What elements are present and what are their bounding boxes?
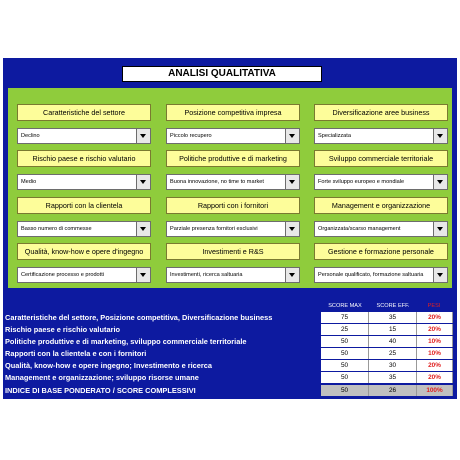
politiche-select[interactable] [166,174,300,190]
chevron-down-icon[interactable] [433,175,447,189]
card-clientela [17,197,151,237]
card-label: Management e organizzazione [314,197,448,214]
weight-cell: 20% [417,372,453,383]
weight-cell: 20% [417,312,453,323]
row-label: Qualità, know-how e opere ingegno; Investimento e ricerca [5,361,212,370]
card-label: Rapporti con la clientela [17,197,151,214]
select-value: Buona innovazione, no time to market [170,179,264,185]
gestione-select[interactable] [314,267,448,283]
chevron-down-icon[interactable] [136,222,150,236]
header-score-eff: SCORE EFF. [376,303,410,309]
select-value: Piccolo recupero [170,133,212,139]
summary-row [5,324,455,335]
card-label: Qualità, know-how e opere d'ingegno [17,243,151,260]
card-gestione [314,243,448,283]
select-value: Basso numero di commesse [21,226,92,232]
select-value: Forte sviluppo europeo e mondiale [318,179,405,185]
posizione-select[interactable] [166,128,300,144]
score-max-cell: 50 [321,336,369,347]
chevron-down-icon[interactable] [285,129,299,143]
card-label: Sviluppo commerciale territoriale [314,150,448,167]
score-max-cell: 25 [321,324,369,335]
row-label: Rapporti con la clientela e con i fornitori [5,349,147,358]
chevron-down-icon[interactable] [136,175,150,189]
row-label: INDICE DI BASE PONDERATO / SCORE COMPLESSIVI [5,386,196,395]
summary-total-row [5,385,455,396]
clientela-select[interactable] [17,221,151,237]
settore-select[interactable] [17,128,151,144]
summary-row [5,336,455,347]
summary-row [5,360,455,371]
chevron-down-icon[interactable] [285,175,299,189]
select-value: Certificazione processo e prodotti [21,272,105,278]
card-label: Rischio paese e rischio valutario [17,150,151,167]
card-politiche [166,150,300,190]
header-score-max: SCORE MAX [328,303,362,309]
score-eff-cell: 25 [369,348,417,359]
select-value: Investimenti, ricerca saltuaria [170,272,243,278]
card-qualita [17,243,151,283]
score-eff-cell: 35 [369,372,417,383]
weight-cell: 20% [417,324,453,335]
chevron-down-icon[interactable] [285,222,299,236]
row-label: Politiche produttive e di marketing, sviluppo commerciale territoriale [5,337,247,346]
select-value: Parziale presenza fornitori esclusivi [170,226,258,232]
diversificazione-select[interactable] [314,128,448,144]
qualita-select[interactable] [17,267,151,283]
chevron-down-icon[interactable] [433,268,447,282]
weight-cell: 100% [417,385,453,396]
chevron-down-icon[interactable] [285,268,299,282]
sviluppo-select[interactable] [314,174,448,190]
summary-row [5,372,455,383]
select-value: Specializzata [318,133,351,139]
row-label: Rischio paese e rischio valutario [5,325,121,334]
card-management [314,197,448,237]
card-sviluppo [314,150,448,190]
card-label: Diversificazione aree business [314,104,448,121]
card-fornitori [166,197,300,237]
header-pesi: PESI [427,303,441,309]
summary-row [5,348,455,359]
card-diversificazione [314,104,448,144]
score-eff-cell: 40 [369,336,417,347]
select-value: Organizzata/scarso management [318,226,401,232]
card-label: Rapporti con i fornitori [166,197,300,214]
score-eff-cell: 35 [369,312,417,323]
card-rischio [17,150,151,190]
select-value: Declino [21,133,40,139]
weight-cell: 20% [417,360,453,371]
card-investimenti [166,243,300,283]
card-label: Politiche produttive e di marketing [166,150,300,167]
card-settore [17,104,151,144]
score-max-cell: 50 [321,372,369,383]
weight-cell: 10% [417,348,453,359]
select-value: Medio [21,179,37,185]
investimenti-select[interactable] [166,267,300,283]
card-label: Gestione e formazione personale [314,243,448,260]
score-eff-cell: 15 [369,324,417,335]
row-label: Caratteristiche del settore, Posizione competitiva, Diversificazione business [5,313,273,322]
score-max-cell: 75 [321,312,369,323]
row-label: Management e organizzazione; sviluppo risorse umane [5,373,199,382]
score-max-cell: 50 [321,360,369,371]
chevron-down-icon[interactable] [433,222,447,236]
weight-cell: 10% [417,336,453,347]
summary-row [5,312,455,323]
rischio-select[interactable] [17,174,151,190]
score-max-cell: 50 [321,348,369,359]
select-value: Personale qualificato, formazione saltuaria [318,272,424,278]
card-posizione [166,104,300,144]
score-max-cell: 50 [321,385,369,396]
chevron-down-icon[interactable] [136,268,150,282]
page-title: ANALISI QUALITATIVA [122,66,322,82]
card-label: Posizione competitiva impresa [166,104,300,121]
chevron-down-icon[interactable] [136,129,150,143]
score-eff-cell: 30 [369,360,417,371]
management-select[interactable] [314,221,448,237]
card-label: Investimenti e R&S [166,243,300,260]
card-label: Caratteristiche del settore [17,104,151,121]
fornitori-select[interactable] [166,221,300,237]
score-eff-cell: 26 [369,385,417,396]
chevron-down-icon[interactable] [433,129,447,143]
